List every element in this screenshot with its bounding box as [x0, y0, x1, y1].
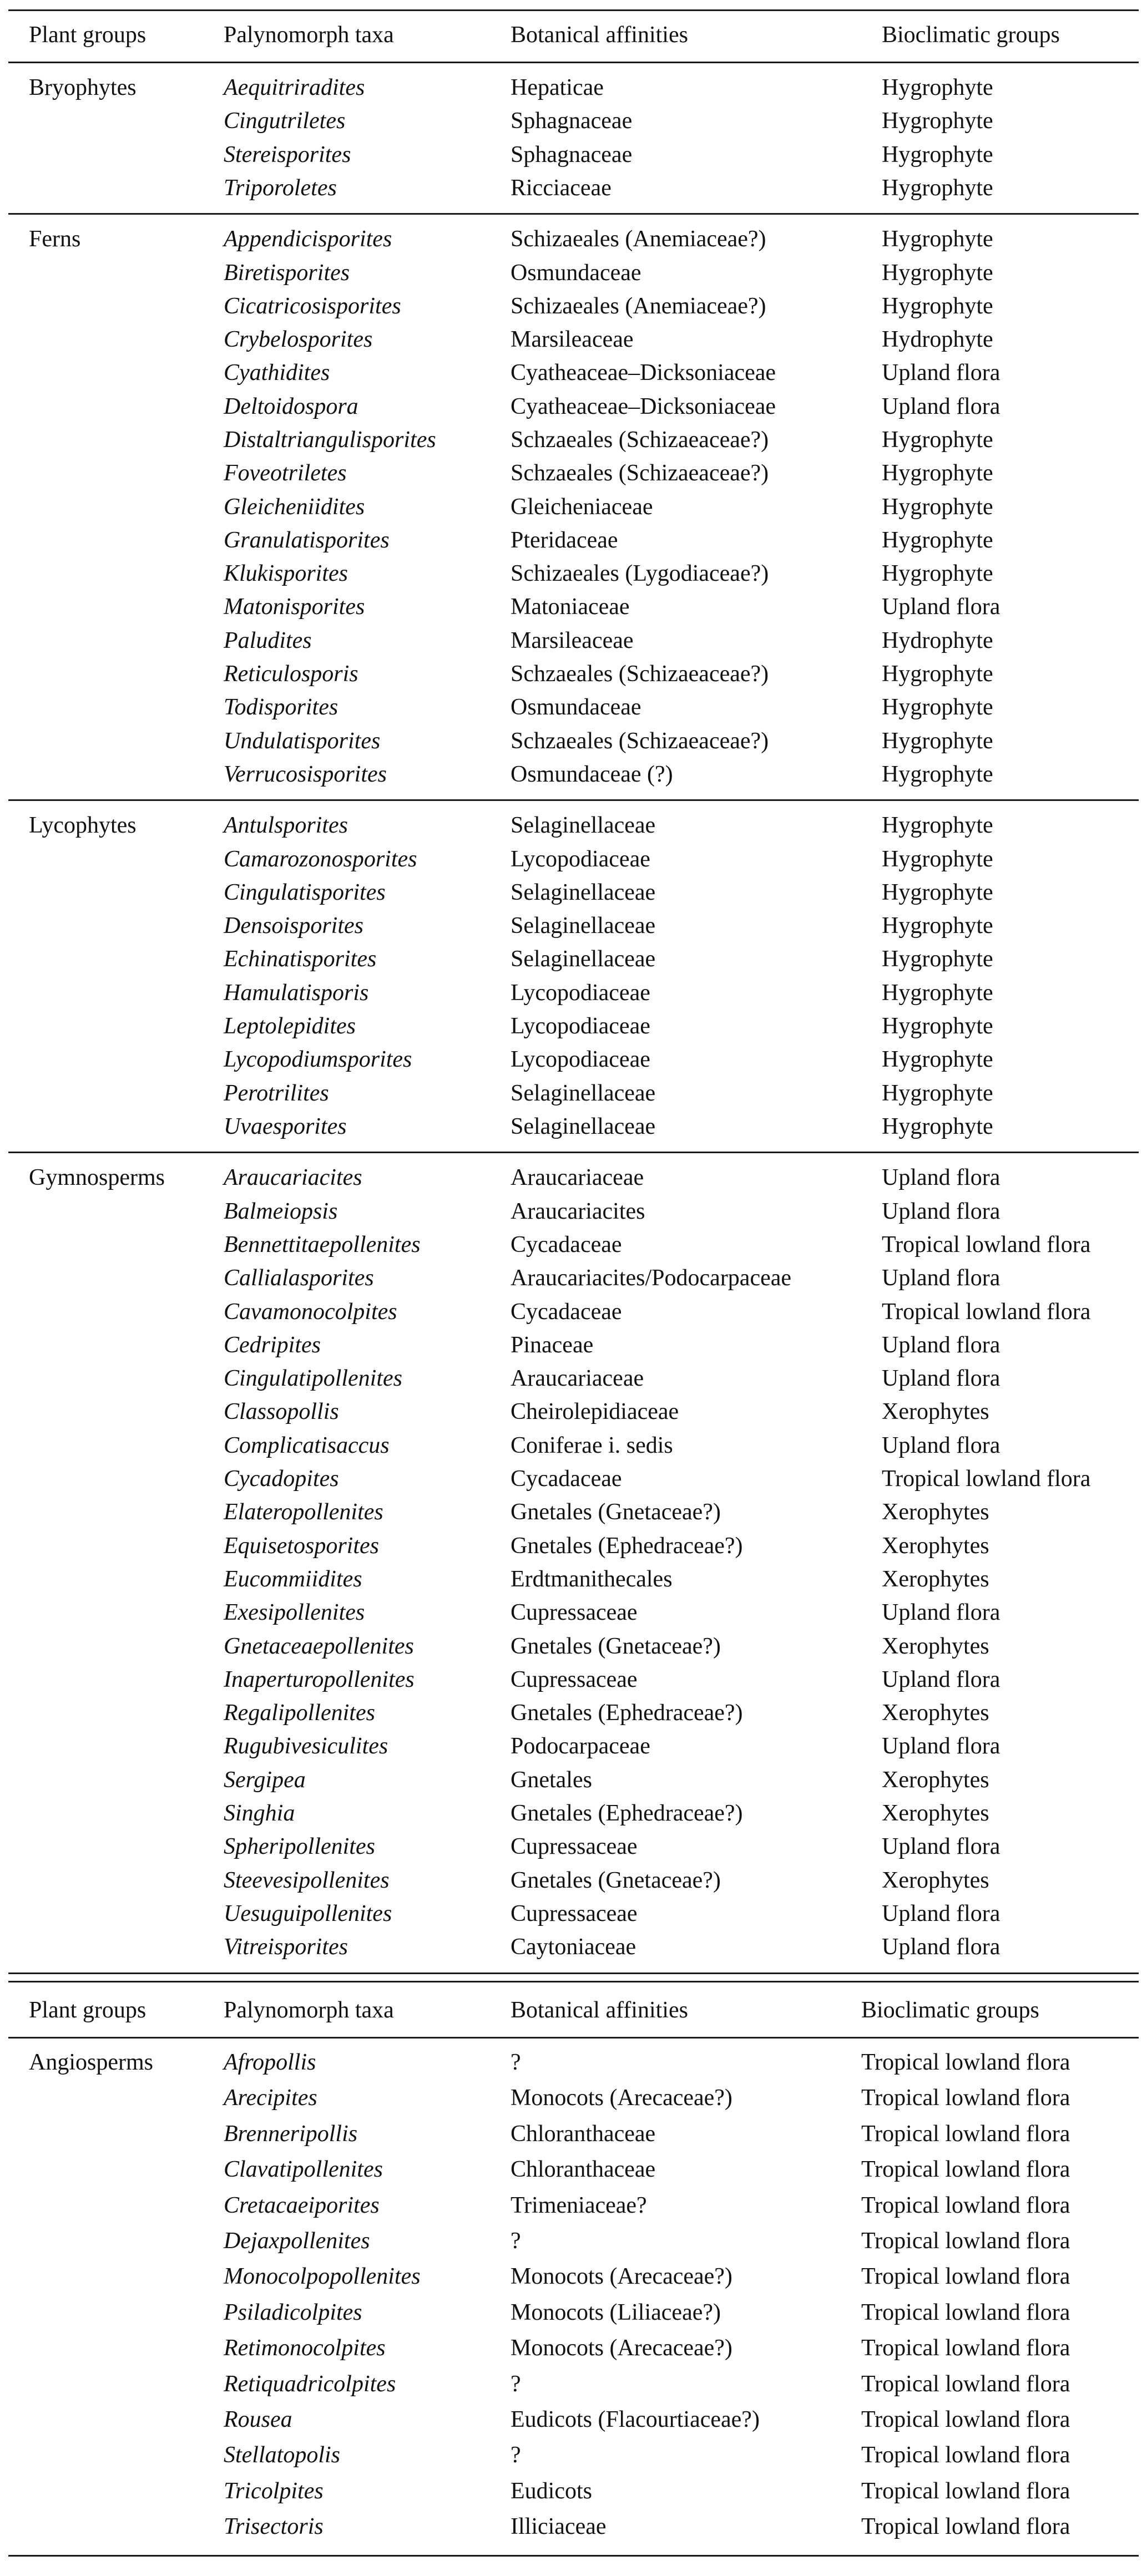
palynomorph-taxon: Matonisporites [224, 594, 365, 620]
palynomorph-taxon: Steevesipollenites [224, 1868, 390, 1893]
botanical-affinity: Cyatheaceae–Dicksoniaceae [511, 360, 776, 386]
botanical-affinity: Gnetales (Gnetaceae?) [511, 1868, 721, 1893]
bioclimatic-group: Hygrophyte [882, 75, 993, 100]
botanical-affinity: Matoniaceae [511, 594, 630, 620]
botanical-affinity: Chloranthaceae [511, 2157, 656, 2182]
botanical-affinity: Schzaeales (Schizaeaceae?) [511, 460, 769, 486]
palynomorph-taxon: Brenneripollis [224, 2121, 358, 2147]
botanical-affinity: Trimeniaceae? [511, 2193, 647, 2218]
bioclimatic-group: Hygrophyte [882, 694, 993, 720]
botanical-affinity: Sphagnaceae [511, 108, 633, 134]
bioclimatic-group: Tropical lowland flora [861, 2085, 1070, 2111]
botanical-affinity: Schizaeales (Anemiaceae?) [511, 226, 766, 252]
plant-group-label: Lycophytes [29, 813, 137, 838]
palynomorph-taxon: Todisporites [224, 694, 338, 720]
palynomorph-taxon: Foveotriletes [224, 460, 347, 486]
bioclimatic-group: Hygrophyte [882, 1114, 993, 1139]
botanical-affinity: Osmundaceae (?) [511, 762, 673, 787]
botanical-affinity: Cycadaceae [511, 1232, 622, 1257]
botanical-affinity: Selaginellaceae [511, 813, 656, 838]
bioclimatic-group: Tropical lowland flora [861, 2300, 1070, 2325]
palynomorph-taxon: Elateropollenites [224, 1499, 383, 1525]
table2-header-rule [8, 2037, 1139, 2039]
header-plant-groups: Plant groups [29, 1997, 146, 2023]
bioclimatic-group: Xerophytes [882, 1634, 989, 1659]
botanical-affinity: Monocots (Arecaceae?) [511, 2335, 732, 2361]
botanical-affinity: Caytoniaceae [511, 1934, 636, 1960]
palynomorph-taxon: Cycadopites [224, 1466, 339, 1492]
palynomorph-taxon: Balmeiopsis [224, 1199, 338, 1224]
bioclimatic-group: Hygrophyte [882, 1013, 993, 1039]
botanical-affinity: Eudicots (Flacourtiaceae?) [511, 2407, 760, 2432]
header-palynomorph-taxa: Palynomorph taxa [224, 1997, 394, 2023]
table1-top-rule [8, 9, 1139, 11]
bioclimatic-group: Tropical lowland flora [882, 1299, 1091, 1325]
palynomorph-taxon: Callialasporites [224, 1265, 374, 1291]
palynomorph-taxon: Clavatipollenites [224, 2157, 383, 2182]
palynomorph-taxon: Stereisporites [224, 142, 351, 168]
header-plant-groups: Plant groups [29, 22, 146, 48]
bioclimatic-group: Upland flora [882, 1600, 1001, 1625]
palynomorph-taxon: Inaperturopollenites [224, 1667, 415, 1692]
bioclimatic-group: Upland flora [882, 594, 1001, 620]
bioclimatic-group: Hygrophyte [882, 561, 993, 586]
bioclimatic-group: Xerophytes [882, 1868, 989, 1893]
header-bioclimatic-groups: Bioclimatic groups [882, 22, 1060, 48]
bioclimatic-group: Xerophytes [882, 1767, 989, 1793]
palynomorph-taxon: Crybelosporites [224, 327, 373, 352]
palynomorph-taxon: Uvaesporites [224, 1114, 347, 1139]
botanical-affinity: Podocarpaceae [511, 1733, 650, 1759]
plant-group-label: Ferns [29, 226, 81, 252]
palynomorph-taxon: Cingutriletes [224, 108, 346, 134]
palynomorph-taxon: Cedripites [224, 1332, 321, 1358]
palynomorph-taxon: Cicatricosisporites [224, 293, 401, 319]
botanical-affinity: Ricciaceae [511, 175, 612, 201]
bioclimatic-group: Hygrophyte [882, 427, 993, 453]
botanical-affinity: Gnetales (Ephedraceae?) [511, 1700, 743, 1726]
palynomorph-taxon: Rugubivesiculites [224, 1733, 388, 1759]
palynomorph-taxon: Araucariacites [224, 1165, 362, 1190]
palynomorph-taxon: Gnetaceaepollenites [224, 1634, 414, 1659]
botanical-affinity: Sphagnaceae [511, 142, 633, 168]
botanical-affinity: Lycopodiaceae [511, 980, 650, 1006]
bioclimatic-group: Xerophytes [882, 1399, 989, 1424]
palynomorph-taxon: Stellatopolis [224, 2442, 340, 2468]
palynomorph-taxon: Verrucosisporites [224, 762, 387, 787]
palynomorph-taxon: Gleicheniidites [224, 494, 365, 520]
botanical-affinity: Gnetales (Ephedraceae?) [511, 1801, 743, 1826]
palynomorph-taxon: Sergipea [224, 1767, 306, 1793]
bioclimatic-group: Upland flora [882, 1667, 1001, 1692]
botanical-affinity: Cupressaceae [511, 1834, 638, 1859]
botanical-affinity: Cheirolepidiaceae [511, 1399, 679, 1424]
botanical-affinity: Monocots (Liliaceae?) [511, 2300, 721, 2325]
botanical-affinity: Gleicheniaceae [511, 494, 653, 520]
bioclimatic-group: Hygrophyte [882, 260, 993, 286]
palynomorph-taxon: Monocolpopollenites [224, 2264, 421, 2289]
bioclimatic-group: Upland flora [882, 1901, 1001, 1926]
botanical-affinity: Selaginellaceae [511, 946, 656, 972]
palynomorph-taxon: Regalipollenites [224, 1700, 375, 1726]
palynomorph-taxon: Exesipollenites [224, 1600, 365, 1625]
palynomorph-taxon: Undulatisporites [224, 728, 381, 754]
bioclimatic-group: Hygrophyte [882, 175, 993, 201]
bioclimatic-group: Upland flora [882, 1934, 1001, 1960]
botanical-affinity: Osmundaceae [511, 694, 641, 720]
bioclimatic-group: Tropical lowland flora [861, 2442, 1070, 2468]
botanical-affinity: Erdtmanithecales [511, 1566, 673, 1592]
botanical-affinity: Araucariaceae [511, 1366, 644, 1391]
botanical-affinity: Cupressaceae [511, 1600, 638, 1625]
bioclimatic-group: Tropical lowland flora [861, 2157, 1070, 2182]
palynomorph-taxon: Cavamonocolpites [224, 1299, 397, 1325]
botanical-affinity: Hepaticae [511, 75, 604, 100]
palynomorph-taxon: Rousea [224, 2407, 292, 2432]
palynomorph-taxon: Triporoletes [224, 175, 337, 201]
palynomorph-taxon: Singhia [224, 1801, 295, 1826]
bioclimatic-group: Tropical lowland flora [861, 2121, 1070, 2147]
palynomorph-taxon: Spheripollenites [224, 1834, 375, 1859]
bioclimatic-group: Hygrophyte [882, 661, 993, 687]
table1-bottom-rule [8, 1972, 1139, 1974]
palynomorph-taxon: Complicatisaccus [224, 1433, 390, 1458]
bioclimatic-group: Tropical lowland flora [861, 2264, 1070, 2289]
bioclimatic-group: Hygrophyte [882, 946, 993, 972]
botanical-affinity: Cycadaceae [511, 1466, 622, 1492]
bioclimatic-group: Xerophytes [882, 1566, 989, 1592]
bioclimatic-group: Hygrophyte [882, 846, 993, 872]
table2-bottom-rule [8, 2555, 1139, 2557]
bioclimatic-group: Tropical lowland flora [861, 2478, 1070, 2504]
palynomorph-taxon: Camarozonosporites [224, 846, 417, 872]
botanical-affinity: Selaginellaceae [511, 913, 656, 939]
section-divider-rule [8, 213, 1139, 215]
bioclimatic-group: Tropical lowland flora [861, 2335, 1070, 2361]
bioclimatic-group: Tropical lowland flora [861, 2228, 1070, 2254]
palynomorph-taxon: Equisetosporites [224, 1533, 379, 1559]
header-botanical-affinities: Botanical affinities [511, 1997, 688, 2023]
botanical-affinity: Selaginellaceae [511, 880, 656, 905]
palynomorph-taxon: Aequitriradites [224, 75, 365, 100]
palynomorph-taxon: Bennettitaepollenites [224, 1232, 421, 1257]
palynomorph-taxon: Cyathidites [224, 360, 330, 386]
bioclimatic-group: Upland flora [882, 1733, 1001, 1759]
palynomorph-taxon: Cingulatipollenites [224, 1366, 402, 1391]
bioclimatic-group: Tropical lowland flora [861, 2193, 1070, 2218]
bioclimatic-group: Hygrophyte [882, 226, 993, 252]
palynomorph-taxon: Perotrilites [224, 1081, 329, 1106]
botanical-affinity: Illiciaceae [511, 2514, 607, 2539]
palynomorph-taxon: Cingulatisporites [224, 880, 386, 905]
palynomorph-taxon: Lycopodiumsporites [224, 1047, 412, 1072]
bioclimatic-group: Tropical lowland flora [861, 2514, 1070, 2539]
palynomorph-taxon: Psiladicolpites [224, 2300, 362, 2325]
bioclimatic-group: Xerophytes [882, 1700, 989, 1726]
bioclimatic-group: Xerophytes [882, 1499, 989, 1525]
header-palynomorph-taxa: Palynomorph taxa [224, 22, 394, 48]
bioclimatic-group: Upland flora [882, 1199, 1001, 1224]
bioclimatic-group: Xerophytes [882, 1801, 989, 1826]
palynomorph-taxon: Tricolpites [224, 2478, 324, 2504]
botanical-affinity: Monocots (Arecaceae?) [511, 2085, 732, 2111]
bioclimatic-group: Upland flora [882, 1265, 1001, 1291]
palynomorph-taxon: Eucommiidites [224, 1566, 362, 1592]
bioclimatic-group: Hygrophyte [882, 980, 993, 1006]
palynomorph-taxon: Densoisporites [224, 913, 363, 939]
botanical-affinity: Chloranthaceae [511, 2121, 656, 2147]
botanical-affinity: Gnetales (Ephedraceae?) [511, 1533, 743, 1559]
botanical-affinity: Marsileaceae [511, 327, 634, 352]
palynomorph-taxon: Granulatisporites [224, 528, 390, 553]
botanical-affinity: Monocots (Arecaceae?) [511, 2264, 732, 2289]
botanical-affinity: Cyatheaceae–Dicksoniaceae [511, 394, 776, 419]
bioclimatic-group: Hygrophyte [882, 813, 993, 838]
palynomorph-taxon: Antulsporites [224, 813, 348, 838]
botanical-affinity: Pteridaceae [511, 528, 618, 553]
palynomorph-taxon: Retiquadricolpites [224, 2371, 396, 2397]
botanical-affinity: Gnetales (Gnetaceae?) [511, 1634, 721, 1659]
botanical-affinity: Cupressaceae [511, 1901, 638, 1926]
botanical-affinity: Araucariaceae [511, 1165, 644, 1190]
palynomorph-taxon: Biretisporites [224, 260, 350, 286]
botanical-affinity: Gnetales (Gnetaceae?) [511, 1499, 721, 1525]
palynomorph-taxon: Appendicisporites [224, 226, 392, 252]
section-divider-rule [8, 799, 1139, 801]
palynomorph-taxon: Deltoidospora [224, 394, 358, 419]
bioclimatic-group: Hygrophyte [882, 913, 993, 939]
palynomorph-taxon: Vitreisporites [224, 1934, 348, 1960]
bioclimatic-group: Hygrophyte [882, 880, 993, 905]
palynomorph-taxon: Classopollis [224, 1399, 339, 1424]
bioclimatic-group: Upland flora [882, 1366, 1001, 1391]
bioclimatic-group: Hydrophyte [882, 327, 993, 352]
bioclimatic-group: Hygrophyte [882, 293, 993, 319]
palynomorph-taxon: Echinatisporites [224, 946, 377, 972]
bioclimatic-group: Tropical lowland flora [861, 2050, 1070, 2075]
botanical-affinity: Araucariacites [511, 1199, 645, 1224]
bioclimatic-group: Upland flora [882, 1834, 1001, 1859]
palynomorph-taxon: Retimonocolpites [224, 2335, 386, 2361]
botanical-affinity: Coniferae i. sedis [511, 1433, 673, 1458]
botanical-affinity: Cycadaceae [511, 1299, 622, 1325]
palynomorph-taxon: Paludites [224, 628, 312, 653]
palynomorph-taxon: Cretacaeiporites [224, 2193, 380, 2218]
botanical-affinity: Araucariacites/Podocarpaceae [511, 1265, 792, 1291]
bioclimatic-group: Hygrophyte [882, 1081, 993, 1106]
palynomorph-taxon: Dejaxpollenites [224, 2228, 370, 2254]
botanical-affinity: Lycopodiaceae [511, 1047, 650, 1072]
palynomorph-taxon: Afropollis [224, 2050, 316, 2075]
botanical-affinity: Osmundaceae [511, 260, 641, 286]
botanical-affinity: Pinaceae [511, 1332, 594, 1358]
bioclimatic-group: Upland flora [882, 1332, 1001, 1358]
plant-group-label: Angiosperms [29, 2050, 153, 2075]
botanical-affinity: ? [511, 2228, 521, 2254]
botanical-affinity: Selaginellaceae [511, 1114, 656, 1139]
botanical-affinity: Cupressaceae [511, 1667, 638, 1692]
bioclimatic-group: Hygrophyte [882, 108, 993, 134]
palynomorph-taxon: Leptolepidites [224, 1013, 356, 1039]
botanical-affinity: Schizaeales (Anemiaceae?) [511, 293, 766, 319]
bioclimatic-group: Hygrophyte [882, 494, 993, 520]
bioclimatic-group: Xerophytes [882, 1533, 989, 1559]
bioclimatic-group: Tropical lowland flora [861, 2371, 1070, 2397]
bioclimatic-group: Hygrophyte [882, 460, 993, 486]
botanical-affinity: Schizaeales (Lygodiaceae?) [511, 561, 769, 586]
palynomorph-taxon: Distaltriangulisporites [224, 427, 436, 453]
palynomorph-taxon: Klukisporites [224, 561, 348, 586]
botanical-affinity: Gnetales [511, 1767, 592, 1793]
bioclimatic-group: Hygrophyte [882, 728, 993, 754]
bioclimatic-group: Tropical lowland flora [861, 2407, 1070, 2432]
bioclimatic-group: Upland flora [882, 360, 1001, 386]
botanical-affinity: Schzaeales (Schizaeaceae?) [511, 728, 769, 754]
plant-group-label: Bryophytes [29, 75, 137, 100]
palynomorph-taxon: Arecipites [224, 2085, 317, 2111]
botanical-affinity: Schzaeales (Schizaeaceae?) [511, 661, 769, 687]
bioclimatic-group: Hygrophyte [882, 762, 993, 787]
bioclimatic-group: Upland flora [882, 1433, 1001, 1458]
table1-header-rule [8, 62, 1139, 63]
bioclimatic-group: Hygrophyte [882, 1047, 993, 1072]
plant-group-label: Gymnosperms [29, 1165, 165, 1190]
botanical-affinity: Lycopodiaceae [511, 1013, 650, 1039]
botanical-affinity: Lycopodiaceae [511, 846, 650, 872]
bioclimatic-group: Hydrophyte [882, 628, 993, 653]
bioclimatic-group: Tropical lowland flora [882, 1466, 1091, 1492]
bioclimatic-group: Hygrophyte [882, 528, 993, 553]
botanical-affinity: Eudicots [511, 2478, 592, 2504]
bioclimatic-group: Tropical lowland flora [882, 1232, 1091, 1257]
bioclimatic-group: Hygrophyte [882, 142, 993, 168]
bioclimatic-group: Upland flora [882, 394, 1001, 419]
botanical-affinity: Selaginellaceae [511, 1081, 656, 1106]
palynomorph-taxon: Uesuguipollenites [224, 1901, 392, 1926]
botanical-affinity: ? [511, 2371, 521, 2397]
palynomorph-taxon: Hamulatisporis [224, 980, 369, 1006]
table2-top-rule [8, 1981, 1139, 1982]
botanical-affinity: ? [511, 2050, 521, 2075]
header-botanical-affinities: Botanical affinities [511, 22, 688, 48]
palynomorph-taxon: Trisectoris [224, 2514, 324, 2539]
botanical-affinity: ? [511, 2442, 521, 2468]
bioclimatic-group: Upland flora [882, 1165, 1001, 1190]
section-divider-rule [8, 1152, 1139, 1153]
botanical-affinity: Marsileaceae [511, 628, 634, 653]
botanical-affinity: Schzaeales (Schizaeaceae?) [511, 427, 769, 453]
header-bioclimatic-groups: Bioclimatic groups [861, 1997, 1039, 2023]
palynomorph-taxon: Reticulosporis [224, 661, 358, 687]
